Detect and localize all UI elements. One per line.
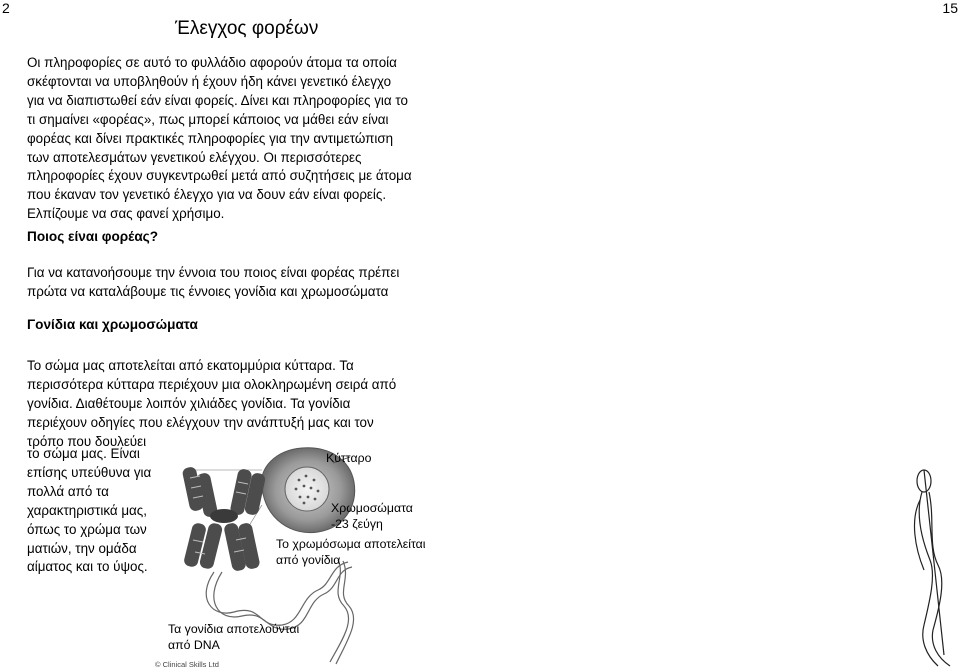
label-chromosomes-line1: Χρωμοσώματα bbox=[331, 501, 413, 515]
text-line: τρόπο που δουλεύει bbox=[27, 433, 147, 449]
label-genes-dna-line2: από DNA bbox=[168, 638, 220, 652]
section-heading-genes: Γονίδια και χρωμοσώματα bbox=[27, 317, 198, 332]
text-line: ματιών, την ομάδα bbox=[27, 540, 137, 556]
label-chromosomes-line2: -23 ζεύγη bbox=[331, 517, 383, 531]
text-line: που έκαναν τον γενετικό έλεγχο για να δουν εάν είναι φορείς. bbox=[27, 187, 387, 203]
text-line: το σώμα μας. Είναι bbox=[27, 446, 140, 461]
label-chromosome-genes-line2: από γονίδια bbox=[276, 553, 341, 567]
page-number-right: 15 bbox=[942, 0, 958, 16]
text-line: Ελπίζουμε να σας φανεί χρήσιμο. bbox=[27, 206, 225, 222]
text-line: γονίδια. Διαθέτουμε λοιπόν χιλιάδες γονίδια. Τα γονίδια bbox=[27, 395, 351, 411]
copyright-notice: © Clinical Skills Ltd bbox=[155, 660, 219, 669]
text-line: αίματος και το ύψος. bbox=[27, 559, 148, 575]
label-chromosomes bbox=[331, 500, 413, 532]
label-cell: Κύτταρο bbox=[326, 451, 372, 465]
text-line: χαρακτηριστικά μας, bbox=[27, 502, 147, 518]
section-heading-carrier: Ποιος είναι φορέας? bbox=[27, 229, 159, 244]
text-line: Για να κατανοήσουμε την έννοια του ποιος είναι φορέας πρέπει bbox=[27, 265, 400, 280]
text-line: φορέας και δίνει πρακτικές πληροφορίες για την αντιμετώπιση bbox=[27, 130, 394, 146]
label-chromosome-genes-line1: Το χρωμόσωμα αποτελείται bbox=[276, 537, 426, 551]
stick-figure-drawing bbox=[914, 470, 950, 666]
text-line: Οι πληροφορίες σε αυτό το φυλλάδιο αφορούν άτομα τα οποία bbox=[27, 55, 397, 70]
text-line: τι σημαίνει «φορέας», πως μπορεί κάποιος να μάθει εάν είναι bbox=[27, 111, 389, 127]
page-number-left: 2 bbox=[2, 0, 10, 16]
label-genes-dna-line1: Τα γονίδια αποτελούνται bbox=[168, 622, 300, 636]
text-line: επίσης υπεύθυνα για bbox=[27, 464, 152, 480]
text-line: όπως το χρώμα των bbox=[27, 521, 147, 537]
text-line: περισσότερα κύτταρα περιέχουν μια ολοκληρωμένη σειρά από bbox=[27, 376, 397, 392]
text-line: περιέχουν οδηγίες που ελέγχουν την ανάπτυξή μας και τον bbox=[27, 414, 374, 430]
text-line: για να διαπιστωθεί εάν είναι φορείς. Δίνει και πληροφορίες για το bbox=[27, 92, 408, 108]
text-line: πρώτα να καταλάβουμε τις έννοιες γονίδια και χρωμοσώματα bbox=[27, 283, 389, 299]
page-title: Έλεγχος φορέων bbox=[175, 18, 319, 39]
text-line: πληροφορίες έχουν συγκεντρωθεί μετά από συζητήσεις με άτομα bbox=[27, 168, 412, 184]
label-genes-dna bbox=[168, 621, 299, 653]
text-line: Το σώμα μας αποτελείται από εκατομμύρια κύτταρα. Τα bbox=[27, 358, 354, 373]
text-line: πολλά από τα bbox=[27, 483, 109, 499]
text-line: των αποτελεσμάτων γενετικού ελέγχου. Οι περισσότερες bbox=[27, 149, 362, 165]
text-line: σκέφτονται να υποβληθούν ή έχουν ήδη κάνει γενετικό έλεγχο bbox=[27, 73, 392, 89]
label-chromosome-genes bbox=[276, 536, 426, 568]
